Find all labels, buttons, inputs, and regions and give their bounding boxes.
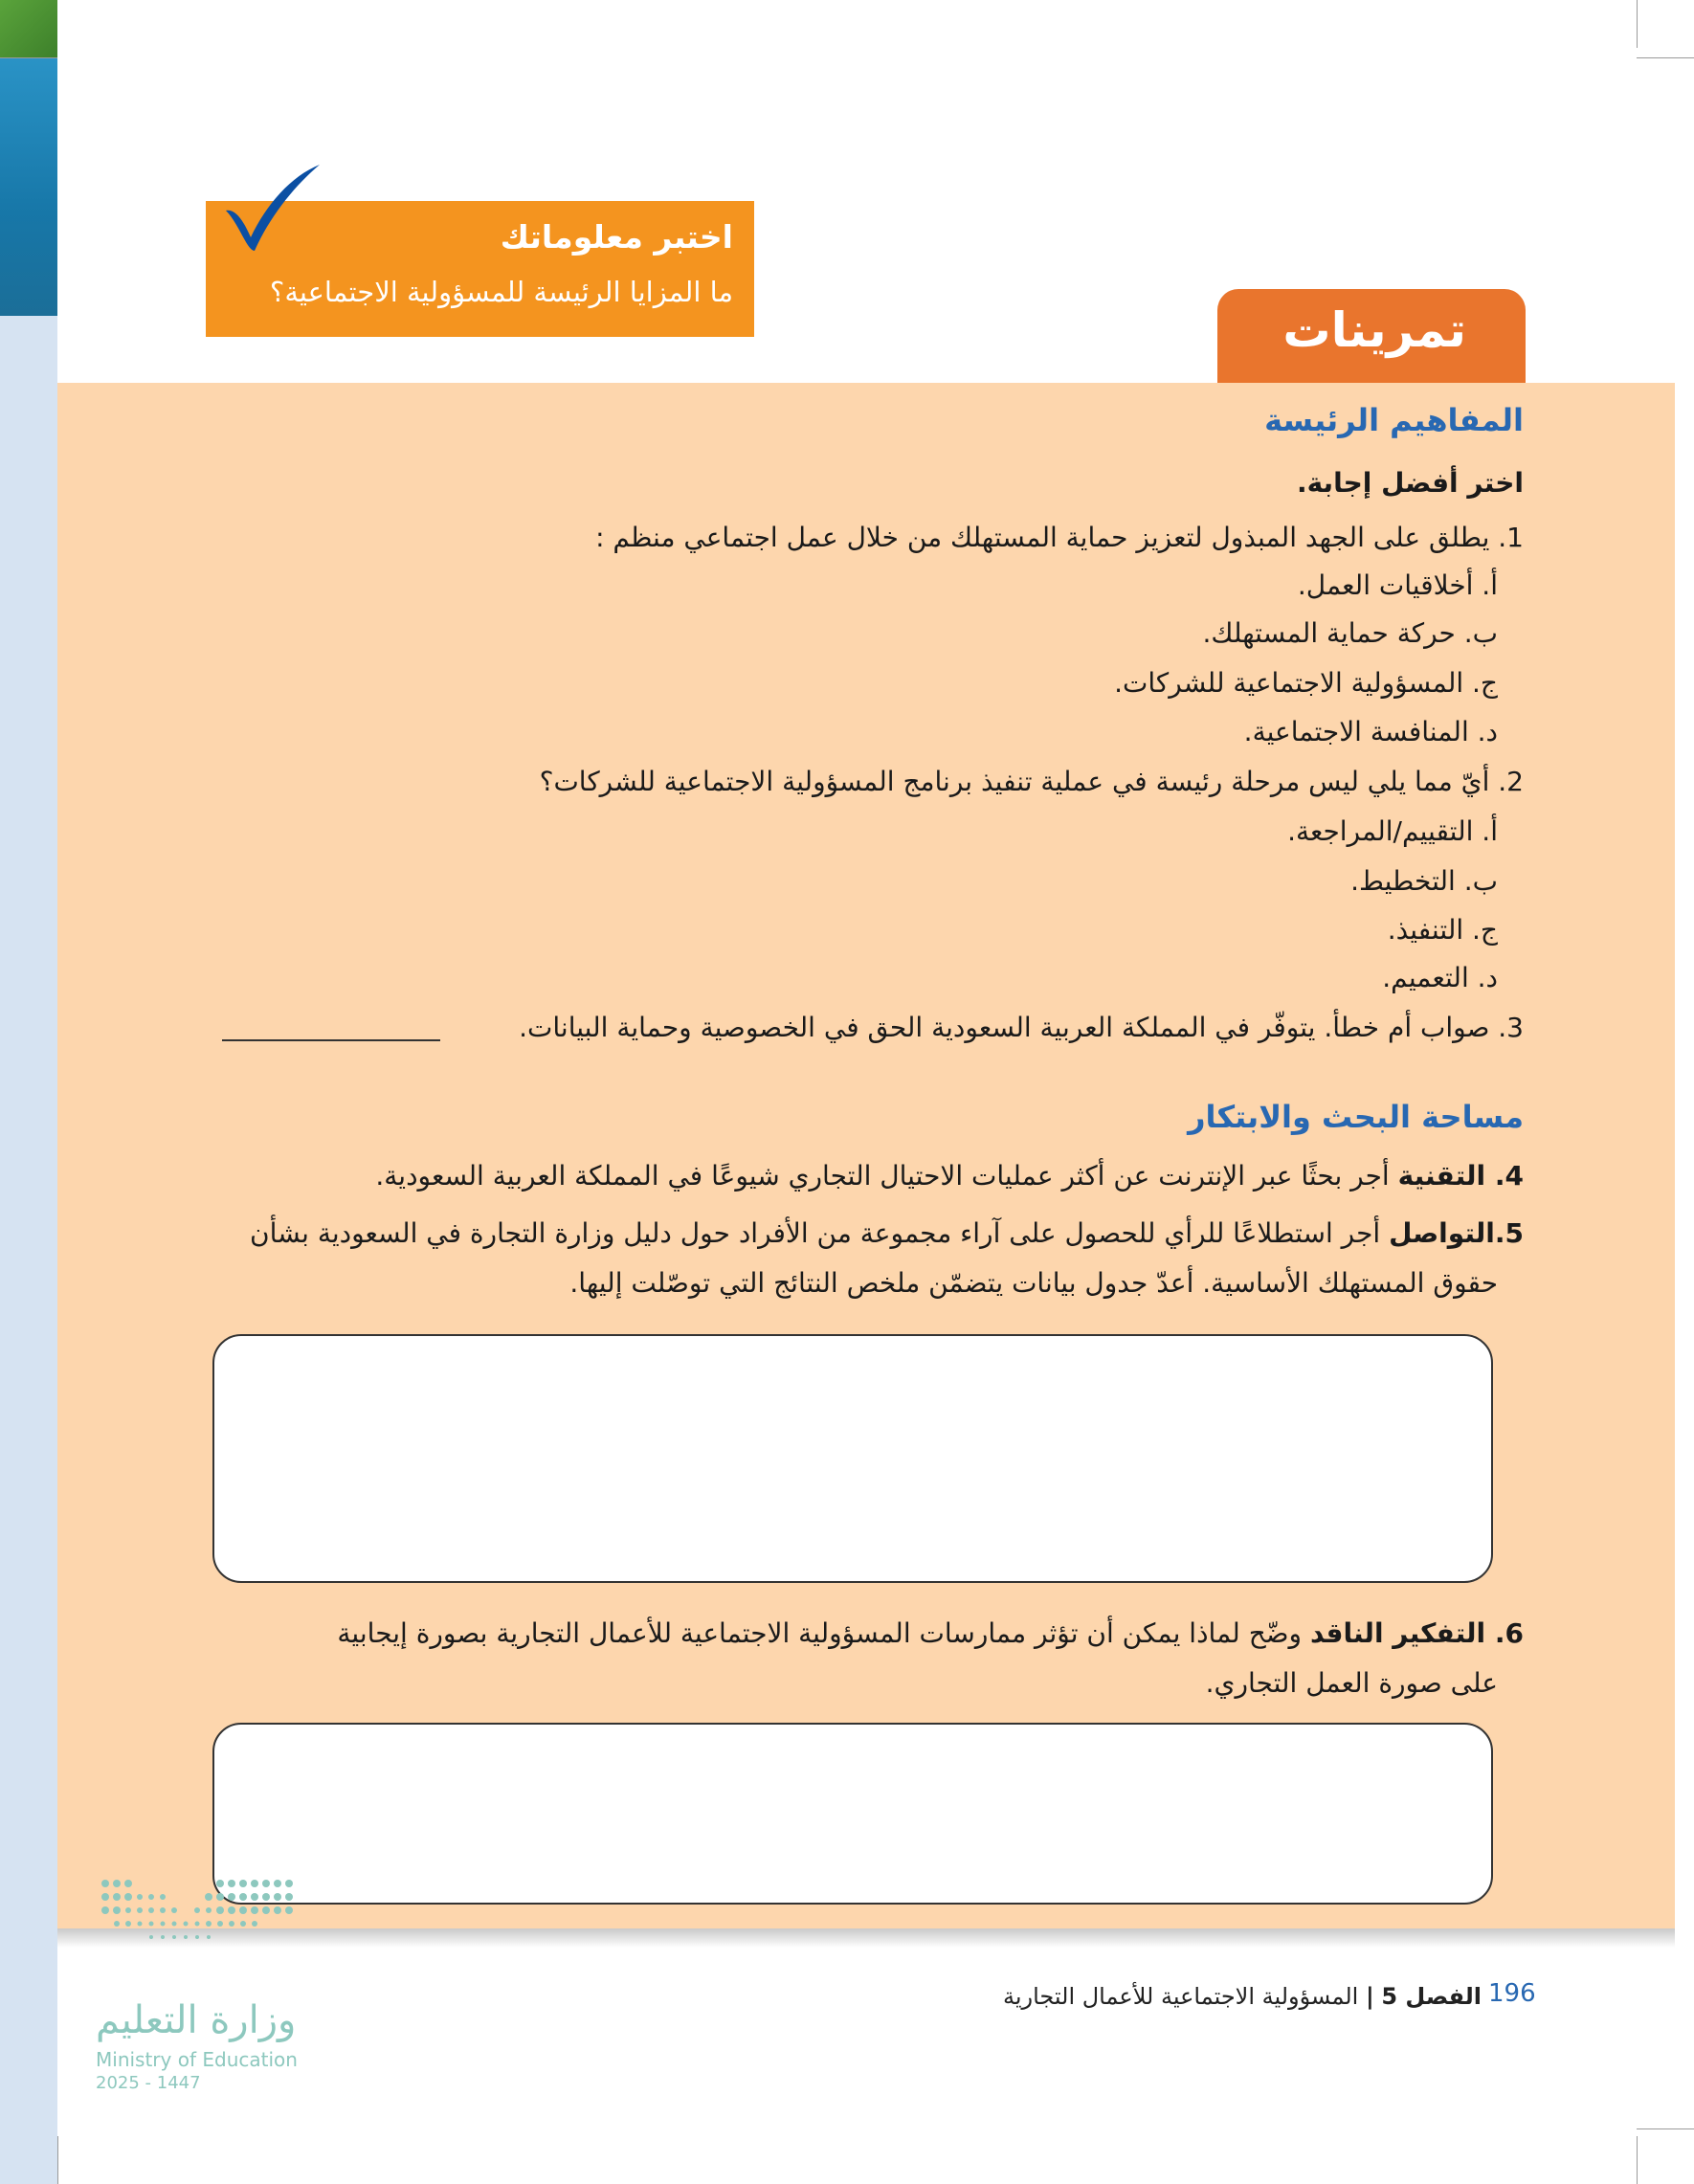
chapter-footer bbox=[1003, 1983, 1482, 2010]
q2-option-c[interactable]: ج. التنفيذ. bbox=[1387, 914, 1498, 946]
q5-text-1: أجر استطلاعًا للرأي للحصول على آراء مجموعة من الأفراد حول دليل وزارة التجارة في السعودية بشأن bbox=[250, 1217, 1381, 1249]
exercises-tab-label: تمرينات bbox=[1282, 302, 1466, 358]
quiz-question: ما المزايا الرئيسة للمسؤولية الاجتماعية؟ bbox=[269, 276, 733, 308]
q4-text: أجر بحثًا عبر الإنترنت عن أكثر عمليات الاحتيال التجاري شيوعًا في المملكة العربية السعودية. bbox=[375, 1160, 1398, 1192]
q1-option-a[interactable]: أ. أخلاقيات العمل. bbox=[1297, 569, 1498, 601]
ministry-logo-year: 2025 - 1447 bbox=[96, 2073, 201, 2093]
footer-separator: | bbox=[1365, 1983, 1374, 2010]
question-6-line1 bbox=[337, 1617, 1524, 1649]
quiz-title: اختبر معلوماتك bbox=[500, 218, 733, 256]
q1-option-d[interactable]: د. المنافسة الاجتماعية. bbox=[1243, 716, 1498, 747]
exercises-tab bbox=[1217, 289, 1526, 385]
question-3: 3. صواب أم خطأ. يتوفّر في المملكة العربية السعودية الحق في الخصوصية وحماية البيانات. bbox=[519, 1012, 1524, 1043]
cover-corner-green bbox=[0, 0, 57, 61]
q2-option-a[interactable]: أ. التقييم/المراجعة. bbox=[1287, 815, 1498, 847]
question-4 bbox=[375, 1160, 1524, 1192]
page-number: 196 bbox=[1488, 1979, 1536, 2008]
q1-option-c[interactable]: ج. المسؤولية الاجتماعية للشركات. bbox=[1114, 667, 1498, 699]
ministry-logo-arabic: وزارة التعليم bbox=[96, 1998, 297, 2042]
question-5-line1 bbox=[250, 1217, 1524, 1249]
key-concepts-heading: المفاهيم الرئيسة bbox=[1264, 402, 1524, 438]
q6-text-2: على صورة العمل التجاري. bbox=[1205, 1667, 1498, 1699]
q6-text-1: وضّح لماذا يمكن أن تؤثر ممارسات المسؤولية الاجتماعية للأعمال التجارية بصورة إيجابية bbox=[337, 1617, 1310, 1649]
instruction-text: اختر أفضل إجابة. bbox=[1296, 467, 1524, 499]
left-margin-strip bbox=[0, 0, 57, 2184]
crop-mark bbox=[1637, 57, 1694, 58]
chapter-title: المسؤولية الاجتماعية للأعمال التجارية bbox=[1002, 1983, 1359, 2010]
q5-answer-box[interactable] bbox=[212, 1334, 1493, 1583]
research-heading: مساحة البحث والابتكار bbox=[1188, 1099, 1524, 1135]
crop-mark bbox=[1637, 0, 1638, 48]
question-1: 1. يطلق على الجهد المبذول لتعزيز حماية المستهلك من خلال عمل اجتماعي منظم : bbox=[595, 522, 1524, 553]
question-2: 2. أيّ مما يلي ليس مرحلة رئيسة في عملية تنفيذ برنامج المسؤولية الاجتماعية للشركات؟ bbox=[539, 766, 1524, 797]
crop-mark bbox=[57, 2136, 58, 2184]
q5-text-2: حقوق المستهلك الأساسية. أعدّ جدول بيانات يتضمّن ملخص النتائج التي توصّلت إليها. bbox=[569, 1267, 1498, 1299]
q2-option-b[interactable]: ب. التخطيط. bbox=[1350, 865, 1498, 897]
q6-label: 6. التفكير الناقد bbox=[1309, 1617, 1524, 1649]
ministry-logo-icon bbox=[96, 1874, 306, 1970]
q1-option-b[interactable]: ب. حركة حماية المستهلك. bbox=[1202, 617, 1498, 649]
q5-label: 5.التواصل bbox=[1389, 1217, 1524, 1249]
chapter-number: الفصل 5 bbox=[1381, 1983, 1482, 2010]
ministry-logo-english: Ministry of Education bbox=[96, 2048, 298, 2071]
cover-edge-blue bbox=[0, 57, 57, 316]
checkmark-icon bbox=[220, 161, 325, 256]
crop-mark bbox=[1637, 2128, 1694, 2129]
q2-option-d[interactable]: د. التعميم. bbox=[1382, 962, 1498, 993]
q3-answer-line[interactable] bbox=[222, 1039, 440, 1041]
crop-mark bbox=[1637, 2136, 1638, 2184]
q6-answer-box[interactable] bbox=[212, 1723, 1493, 1905]
crop-mark bbox=[0, 57, 57, 58]
q4-label: 4. التقنية bbox=[1397, 1160, 1524, 1192]
